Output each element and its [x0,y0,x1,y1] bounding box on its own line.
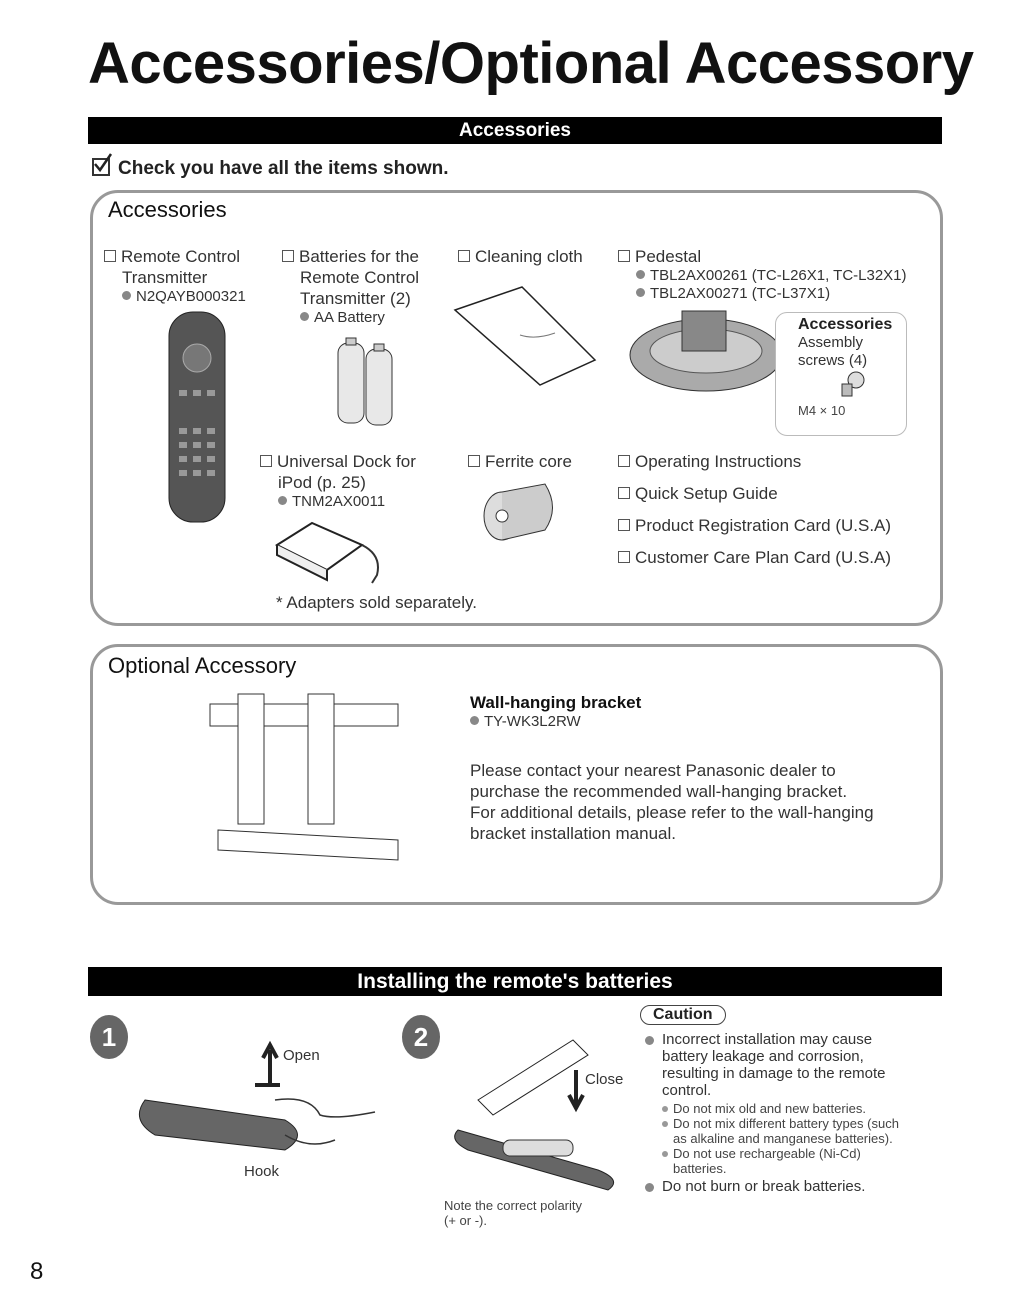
close-label: Close [585,1071,624,1088]
checkbox-icon [458,250,470,262]
checkbox-icon [618,519,630,531]
checkbox-icon [468,455,480,467]
remote-item: Remote Control Transmitter N2QAYB000321 [104,246,246,306]
bullet-icon [645,1183,654,1192]
bullet-icon [278,496,287,505]
bullet-icon [122,291,131,300]
svg-text:1: 1 [101,1022,117,1052]
polarity-note: Note the correct polarity (+ or -). [444,1198,583,1228]
remote-open-illustration [135,1040,395,1170]
section-bar-install-batteries: Installing the remote's batteries [88,967,942,996]
bracket-description: Please contact your nearest Panasonic dealer to purchase the recommended wall-hanging bracket. For additional details, please refer to the wall-hanging bracket installation manual. [470,761,874,843]
page-title: Accessories/Optional Accessory [88,31,974,96]
documents-list [618,451,891,568]
bullet-icon [636,288,645,297]
sub-bullet-icon [662,1151,668,1157]
caution-text: Incorrect installation may cause battery leakage and corrosion, resulting in damage to the remote control. Do not mix old and new batteries. Do not mix different battery types (such as alkaline and manganese batteries). Do not use rechargeable (Ni-Cd) batteries. Do not burn or break batteries. [645,1031,945,1195]
cleaning-cloth-item: Cleaning cloth [458,246,583,267]
bullet-icon [636,270,645,279]
hook-label: Hook [244,1163,280,1180]
ipod-dock-illustration [272,515,397,590]
checkbox-icon [282,250,294,262]
remote-close-illustration [448,1030,638,1200]
adapters-note: * Adapters sold separately. [276,593,477,612]
checkbox-icon [260,455,272,467]
ferrite-core-illustration [480,478,565,548]
batteries-item: Batteries for the Remote Control Transmitter (2) AA Battery [282,246,419,327]
bracket-part: TY-WK3L2RW [470,713,581,731]
checkbox-icon [618,487,630,499]
open-label: Open [283,1047,320,1064]
checkmark-icon [92,158,110,176]
doc-item: Quick Setup Guide [618,483,891,504]
ferrite-core-item: Ferrite core [468,451,572,472]
page-number: 8 [30,1258,44,1285]
checkbox-icon [618,455,630,467]
step-2-badge [400,1013,442,1061]
sub-bullet-icon [662,1121,668,1127]
step-1-badge [88,1013,130,1061]
doc-item: Operating Instructions [618,451,891,472]
caution-section [640,1005,726,1025]
screw-icon [838,370,868,398]
pedestal-illustration [624,303,789,395]
bracket-title: Wall-hanging bracket [470,693,642,712]
remote-control-illustration [165,310,230,525]
cleaning-cloth-illustration [450,285,600,390]
battery-icon [330,333,400,428]
checkbox-icon [618,551,630,563]
ipod-dock-item: Universal Dock for iPod (p. 25) TNM2AX0011 [260,451,416,511]
sub-bullet-icon [662,1106,668,1112]
pedestal-item: Pedestal TBL2AX00261 (TC-L26X1, TC-L32X1) TBL2AX00271 (TC-L37X1) [618,246,907,303]
checkbox-icon [618,250,630,262]
svg-text:2: 2 [413,1022,429,1052]
wall-bracket-illustration [208,690,403,870]
section-bar-accessories: Accessories [88,117,942,144]
bullet-icon [470,716,479,725]
bullet-icon [300,312,309,321]
doc-item: Customer Care Plan Card (U.S.A) [618,547,891,568]
bullet-icon [645,1036,654,1045]
caution-label: Caution [640,1005,726,1025]
optional-panel-title: Optional Accessory [108,653,297,678]
doc-item: Product Registration Card (U.S.A) [618,515,891,536]
assembly-screws-box: Accessories Assembly screws (4) M4 × 10 [775,312,907,436]
accessories-panel-title: Accessories [108,197,227,222]
checkbox-icon [104,250,116,262]
check-instruction: Check you have all the items shown. [92,158,449,180]
